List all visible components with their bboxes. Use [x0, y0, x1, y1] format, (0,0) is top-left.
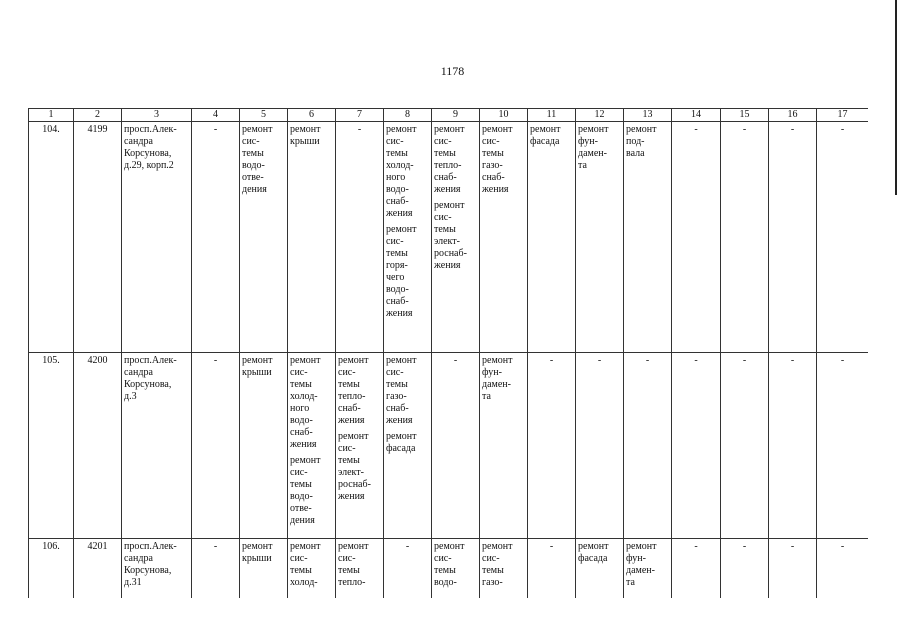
empty-value-cell: - [192, 353, 240, 539]
work-item: ремонт сис- темы холод- ного водо- снаб- жения [290, 355, 321, 450]
column-number-cell: 6 [288, 109, 336, 122]
work-item: ремонт фун- дамен- та [578, 124, 609, 171]
empty-value-cell: - [721, 122, 769, 353]
address-cell: просп.Алек- сандра Корсунова, д.3 [122, 353, 192, 539]
margin-rule [895, 0, 897, 195]
work-type-cell [240, 539, 288, 599]
work-item: ремонт под- вала [626, 124, 657, 159]
work-type-cell [624, 122, 672, 353]
table-row [29, 122, 869, 353]
work-type-cell [576, 539, 624, 599]
work-item: ремонт сис- темы газо- снаб- жения [386, 355, 417, 426]
work-item: ремонт сис- темы водо- отве- дения [290, 455, 321, 526]
column-number-cell: 17 [817, 109, 869, 122]
column-number-cell: 1 [29, 109, 74, 122]
work-type-cell [624, 539, 672, 599]
column-number-cell: 8 [384, 109, 432, 122]
building-code-cell: 4200 [74, 353, 122, 539]
work-item: ремонт сис- темы холод- ного водо- снаб- жения [386, 124, 417, 219]
work-item: ремонт сис- темы элект- роснаб- жения [338, 431, 371, 502]
column-number-cell: 2 [74, 109, 122, 122]
empty-value-cell: - [192, 539, 240, 599]
work-type-cell [288, 539, 336, 599]
column-number-row [29, 109, 869, 122]
empty-value-cell: - [721, 353, 769, 539]
work-type-cell [240, 122, 288, 353]
work-item: ремонт фасада [386, 431, 417, 454]
work-type-cell [480, 353, 528, 539]
empty-value-cell: - [769, 539, 817, 599]
empty-value-cell: - [528, 539, 576, 599]
column-number-cell: 16 [769, 109, 817, 122]
empty-value-cell: - [432, 353, 480, 539]
table-body [29, 109, 869, 599]
column-number-cell: 5 [240, 109, 288, 122]
column-number-cell: 15 [721, 109, 769, 122]
empty-value-cell: - [192, 122, 240, 353]
empty-value-cell: - [624, 353, 672, 539]
address-cell: просп.Алек- сандра Корсунова, д.29, корп.2 [122, 122, 192, 353]
work-item: ремонт крыши [242, 355, 273, 378]
column-number-cell: 12 [576, 109, 624, 122]
work-item: ремонт сис- темы тепло- [338, 541, 369, 588]
table-row [29, 353, 869, 539]
empty-value-cell: - [576, 353, 624, 539]
work-type-cell [480, 122, 528, 353]
work-type-cell [480, 539, 528, 599]
work-item: ремонт сис- темы водо- отве- дения [242, 124, 273, 195]
empty-value-cell: - [672, 539, 721, 599]
work-type-cell [528, 122, 576, 353]
repair-works-table [28, 108, 868, 598]
work-item: ремонт сис- темы водо- [434, 541, 465, 588]
work-item: ремонт фасада [578, 541, 609, 564]
column-number-cell: 10 [480, 109, 528, 122]
work-type-cell [432, 539, 480, 599]
empty-value-cell: - [528, 353, 576, 539]
work-type-cell [576, 122, 624, 353]
work-item: ремонт сис- темы элект- роснаб- жения [434, 200, 467, 271]
work-type-cell [432, 122, 480, 353]
work-item: ремонт сис- темы холод- [290, 541, 321, 588]
work-item: ремонт фун- дамен- та [626, 541, 657, 588]
building-code-cell: 4201 [74, 539, 122, 599]
work-type-cell [384, 122, 432, 353]
work-type-cell [288, 353, 336, 539]
work-item: ремонт крыши [290, 124, 321, 147]
work-type-cell [336, 539, 384, 599]
row-number-cell: 105. [29, 353, 74, 539]
empty-value-cell: - [817, 122, 869, 353]
document-table-container [28, 108, 868, 598]
work-item: ремонт сис- темы тепло- снаб- жения [338, 355, 369, 426]
work-item: ремонт сис- темы газо- снаб- жения [482, 124, 513, 195]
work-item: ремонт сис- темы горя- чего водо- снаб- жения [386, 224, 417, 319]
empty-value-cell: - [672, 353, 721, 539]
empty-value-cell: - [336, 122, 384, 353]
empty-value-cell: - [384, 539, 432, 599]
column-number-cell: 7 [336, 109, 384, 122]
empty-value-cell: - [769, 122, 817, 353]
address-cell: просп.Алек- сандра Корсунова, д.31 [122, 539, 192, 599]
empty-value-cell: - [672, 122, 721, 353]
work-item: ремонт сис- темы газо- [482, 541, 513, 588]
work-type-cell [240, 353, 288, 539]
work-item: ремонт сис- темы тепло- снаб- жения [434, 124, 465, 195]
row-number-cell: 106. [29, 539, 74, 599]
row-number-cell: 104. [29, 122, 74, 353]
building-code-cell: 4199 [74, 122, 122, 353]
work-item: ремонт фасада [530, 124, 561, 147]
column-number-cell: 3 [122, 109, 192, 122]
work-type-cell [384, 353, 432, 539]
column-number-cell: 9 [432, 109, 480, 122]
page-number: 1178 [440, 64, 465, 78]
work-item: ремонт фун- дамен- та [482, 355, 513, 402]
empty-value-cell: - [769, 353, 817, 539]
work-type-cell [336, 353, 384, 539]
column-number-cell: 11 [528, 109, 576, 122]
column-number-cell: 4 [192, 109, 240, 122]
work-type-cell [288, 122, 336, 353]
empty-value-cell: - [817, 353, 869, 539]
column-number-cell: 14 [672, 109, 721, 122]
empty-value-cell: - [721, 539, 769, 599]
work-item: ремонт крыши [242, 541, 273, 564]
column-number-cell: 13 [624, 109, 672, 122]
table-row [29, 539, 869, 599]
empty-value-cell: - [817, 539, 869, 599]
